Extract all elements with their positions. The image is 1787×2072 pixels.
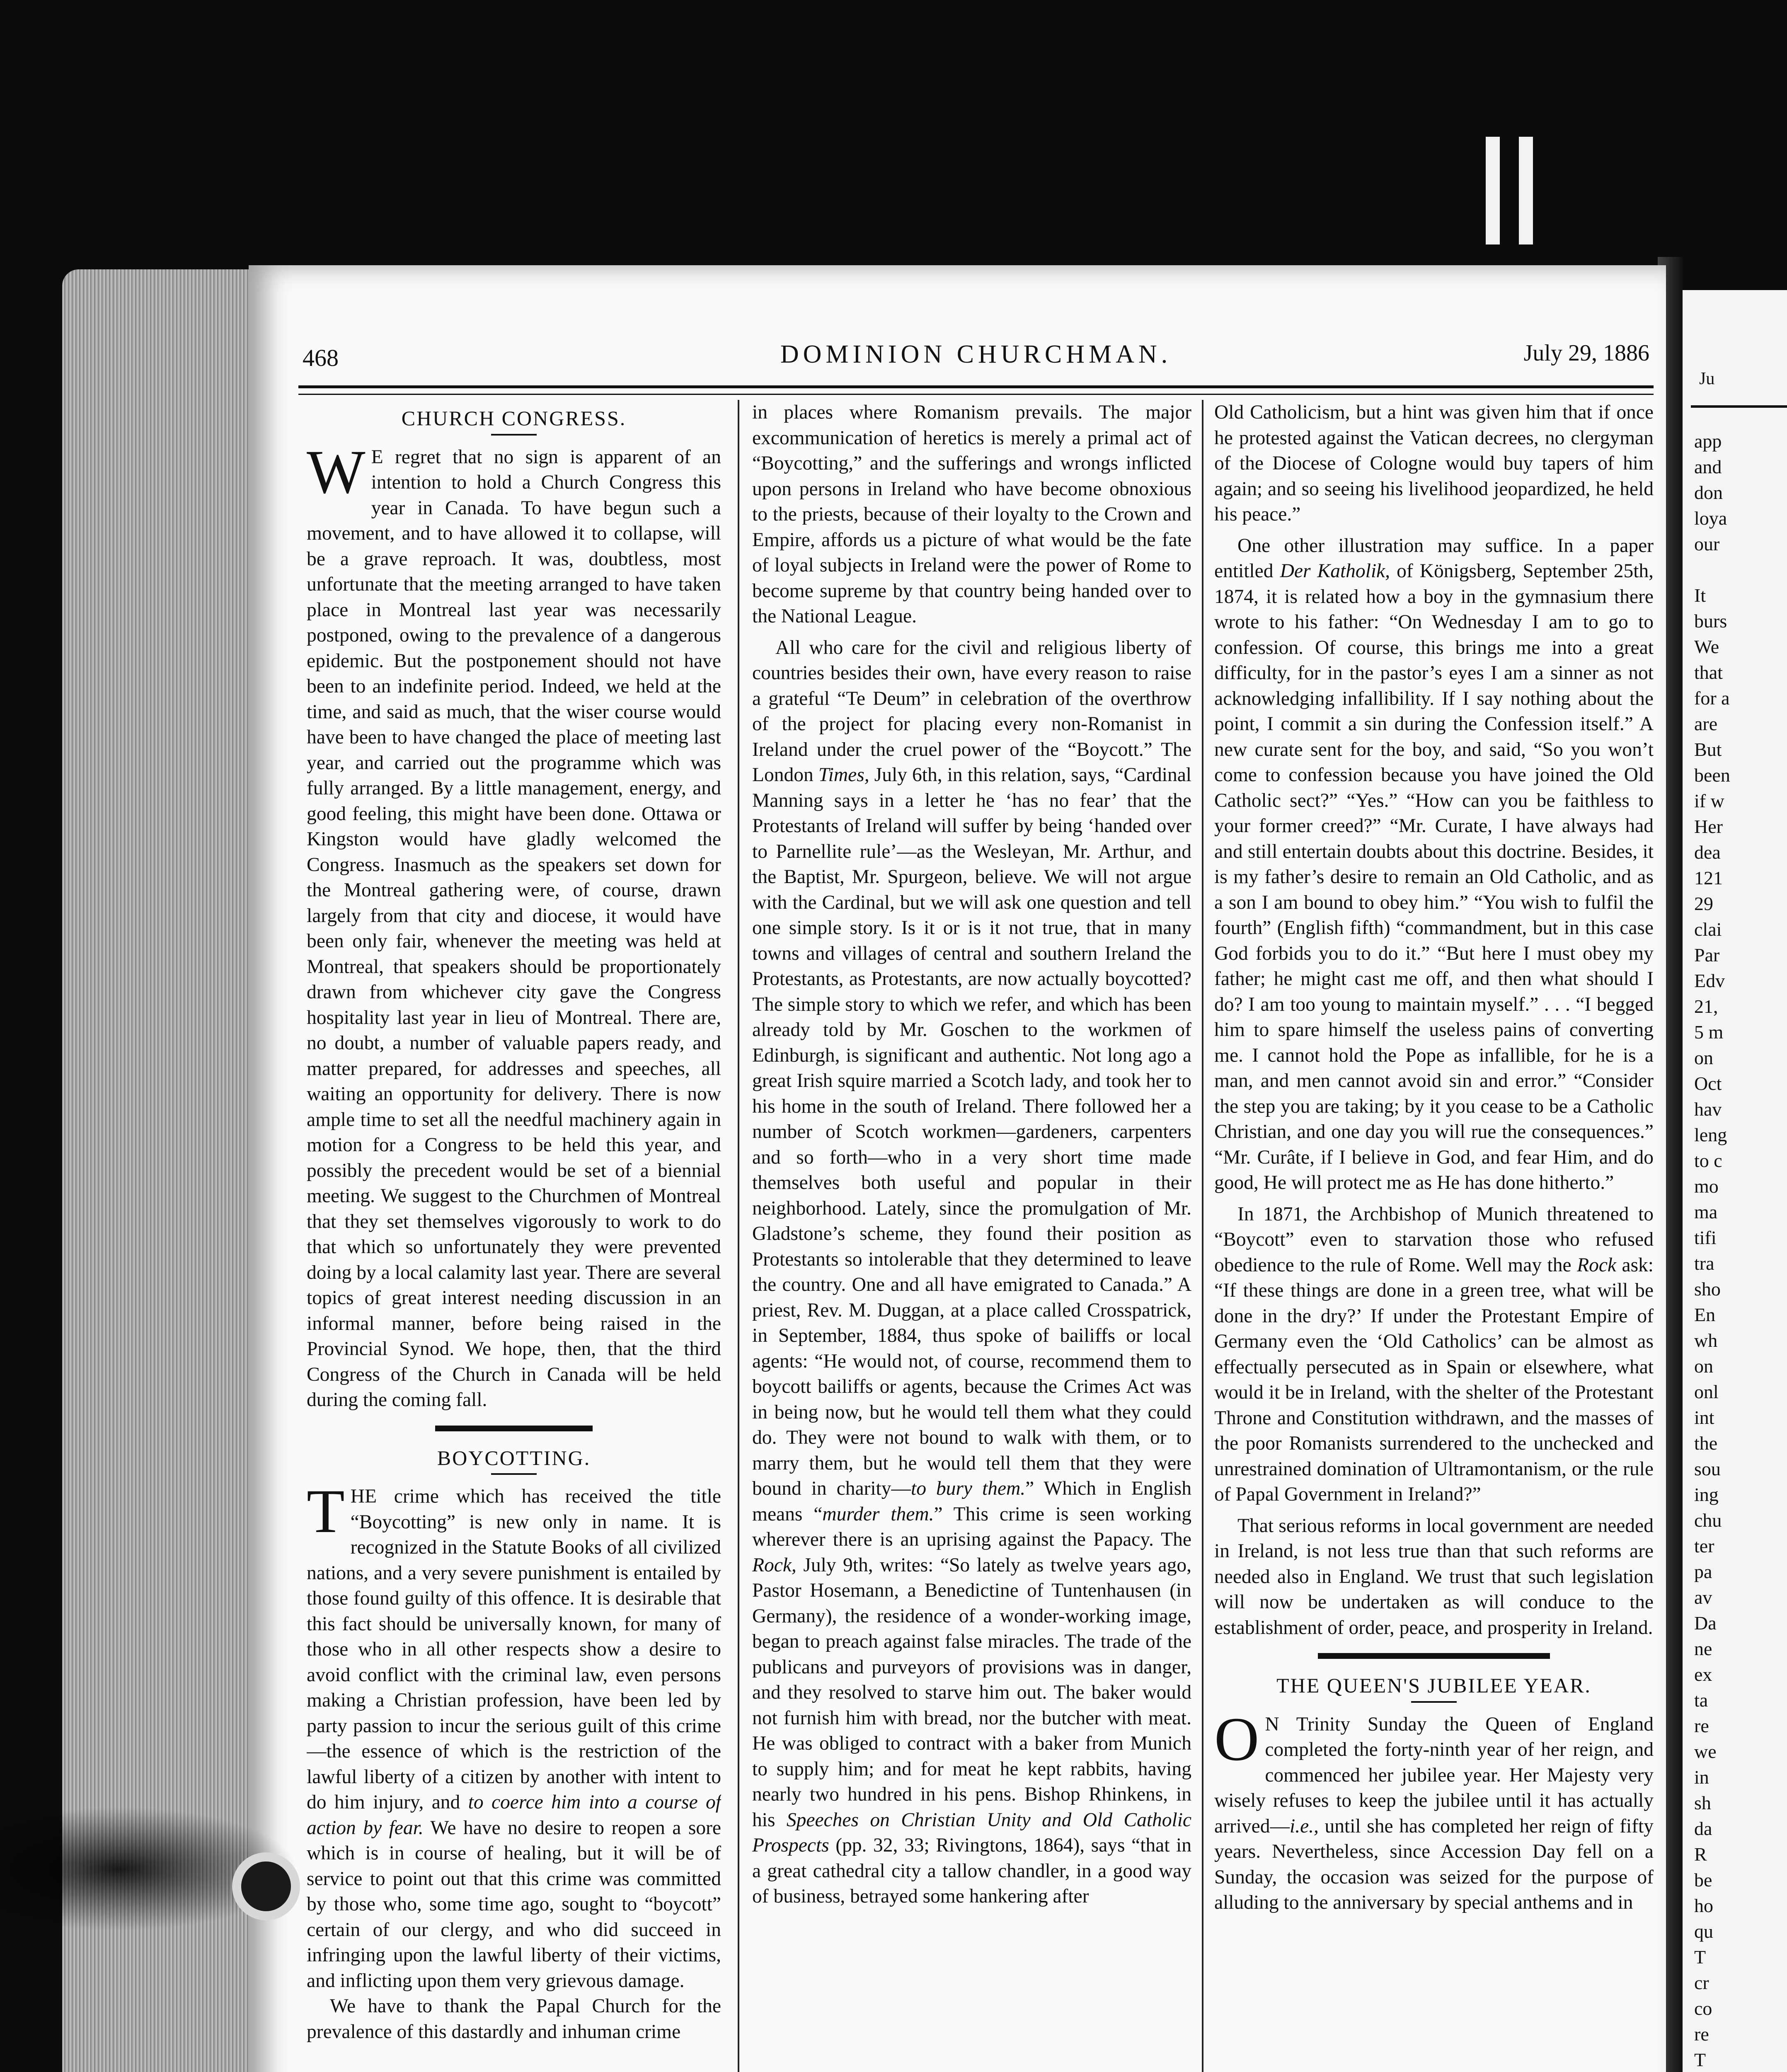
column-1 [307, 400, 721, 2072]
article-paragraph: in places where Romanism prevails. The major excommunication of heretics is merely a primal act of “Boycotting,” and the sufferings and wrongs inflicted upon persons in Ireland who have become obnoxious to the priests, because of their loyalty to the Crown and Empire, affords us a picture of what would be the fate of loyal subjects in Ireland were the power of Rome to become supreme by that country being handed over to the National League. [752, 402, 1191, 627]
facing-page-lines [1683, 428, 1787, 2072]
article-paragraph [1214, 533, 1654, 1196]
facing-page-line: tra [1694, 1253, 1714, 1274]
facing-page-line: are [1694, 713, 1718, 734]
column-3 [1214, 400, 1654, 2072]
paragraph-text: All who care for the civil and religious liberty of countries besides their own, have every reason to raise a grateful “Te Deum” in celebration of the overthrow of the project for placing every non-Romanist in Ireland under the cruel power of the “Boycott.” The London [752, 637, 1191, 786]
article-heading-jubilee: THE QUEEN'S JUBILEE YEAR. [1276, 1674, 1591, 1697]
facing-page-line: 121 [1694, 867, 1723, 888]
paragraph-text: July 6th, in this relation, says, “Cardinal Manning says in a letter he ‘has no fear’ that the Protestants of Ireland will suffer by being ‘handed over to Parnellite rule’—as the Wesleyan, Mr. Arthur, and the Baptist, Mr. Spurgeon, believe. We will not argue with the Cardinal, but we will ask one question and tell one simple story. Is it or is it not true, that in many towns and villages of central and southern Ireland the Protestants, as Protestants, are now actually boycotted? The simple story to which we refer, and which has been already told by Mr. Goschen to the workmen of Edinburgh, is significant and authentic. Not long ago a great Irish squire married a Scotch lady, and took her to his home in the south of Ireland. There followed her a number of Scotch workmen—gardeners, carpenters and so forth—who in a very short time made themselves both useful and popular in their neighborhood. Lately, since the promulgation of Mr. Gladstone’s scheme, they found their position as Protestants so intolerable that they determined to leave the country. One and all have emigrated to Canada.” A priest, Rev. M. Duggan, at a place called Crosspatrick, in September, 1884, thus spoke of bailiffs or local agents: “He would not, of course, recommend them to boycott bailiffs or agents, because the Crimes Act was in being now, but he would tell them what they could do. They were not bound to walk with them, or to marry them, but he would tell them that they were bound in charity— [752, 764, 1191, 1499]
facing-page-line: sh [1694, 1792, 1711, 1813]
facing-page-line: Oct [1694, 1073, 1722, 1094]
article-heading-boycotting: BOYCOTTING. [437, 1446, 591, 1469]
facing-page-line: sou [1694, 1458, 1721, 1479]
article-paragraph: We have to thank the Papal Church for the prevalence of this dastardly and inhuman crime [307, 1995, 721, 2043]
paragraph-text: We have no desire to reopen a sore which is in course of healing, but it will be of service to point out that this crime was committed by those who, some time ago, sought to “boycott” certain of our clergy, and who did succeed in infringing upon the lawful liberty of their victims, and inflicting upon them very grievous damage. [307, 1817, 721, 1992]
facing-page-line: our [1694, 533, 1720, 554]
facing-page-line: qu [1694, 1921, 1713, 1942]
facing-page-line: on [1694, 1356, 1713, 1377]
paragraph-text: N Trinity Sunday the Queen of England completed the forty-ninth year of her reign, and commenced her jubilee year. Her Majesty very wisely refuses to keep the jubilee until it has actually arrived— [1214, 1713, 1654, 1837]
header-rule-thin [298, 394, 1654, 395]
facing-page-line: loya [1694, 508, 1727, 529]
article-heading-church-congress: CHURCH CONGRESS. [401, 407, 627, 430]
facing-page-line: da [1694, 1818, 1712, 1839]
italic-text: Times, [818, 764, 869, 786]
facing-page-line: 5 m [1694, 1021, 1724, 1043]
article-paragraph: Old Catholicism, but a hint was given him that if once he protested against the Vatican decrees, no clergyman of the Diocese of Cologne would buy tapers of him again; and so seeing his livelihood jeopardized, he held his peace.” [1214, 402, 1654, 525]
heading-rule [491, 1473, 537, 1475]
registration-mark-top-left [1486, 137, 1500, 244]
header-rule [298, 385, 1654, 388]
facing-page-line: be [1694, 1869, 1712, 1890]
page-number: 468 [303, 344, 339, 371]
facing-page-line: ho [1694, 1895, 1713, 1916]
italic-text: to coerce him into a course of action by fear. [307, 1791, 721, 1839]
facing-page-line: app [1694, 431, 1722, 452]
facing-page-line: ma [1694, 1201, 1718, 1222]
column-divider [1202, 400, 1203, 2072]
facing-page-line: leng [1694, 1124, 1727, 1145]
facing-page-line: T [1694, 2049, 1706, 2070]
facing-page-line: for a [1694, 687, 1730, 709]
facing-page [1683, 290, 1787, 2072]
italic-text: murder them. [822, 1503, 934, 1525]
facing-page-line: to c [1694, 1150, 1722, 1171]
facing-page-line: that [1694, 662, 1723, 683]
paragraph-text: (pp. 32, 33; Rivingtons, 1864), says “that in a great cathedral city a tallow chandler, in a good way of business, betrayed some hankering after [752, 1835, 1191, 1907]
facing-page-line: ne [1694, 1638, 1712, 1659]
facing-page-line: onl [1694, 1381, 1719, 1402]
facing-page-line: But [1694, 739, 1722, 760]
facing-page-line: ex [1694, 1664, 1712, 1685]
article-paragraph [307, 437, 721, 1413]
facing-page-line: in [1694, 1767, 1709, 1788]
article-paragraph [1214, 1704, 1654, 1916]
italic-text: Rock [1577, 1254, 1616, 1276]
facing-page-line: We [1694, 636, 1719, 657]
italic-text: Rock, [752, 1554, 797, 1576]
drop-cap: O [1214, 1704, 1259, 1774]
facing-page-line: cr [1694, 1972, 1709, 1993]
facing-page-line: ing [1694, 1484, 1719, 1505]
article-paragraph: That serious reforms in local government are needed in Ireland, is not less true than that such reforms are needed also in England. We trust that such legislation will now be undertaken as will conduce to the establishment of order, peace, and prosperity in Ireland. [1214, 1515, 1654, 1639]
facing-page-line: tifi [1694, 1227, 1717, 1248]
facing-page-line: Edv [1694, 970, 1725, 991]
facing-page-line: dea [1694, 842, 1721, 863]
paragraph-text: July 9th, writes: “So lately as twelve years ago, Pastor Hosemann, a Benedictine of Tuntenhausen (in Germany), the residence of a wonder-working image, began to preach against false miracles. The trade of the publicans and purveyors of provisions was in danger, and they resolved to starve him out. The baker would not furnish him with bread, nor the butcher with meat. He was obliged to contract with a baker from Munich to supply him; and for meat he kept rabbits, having nearly two hundred in his pens. Bishop Rhinkens, in his [752, 1554, 1191, 1831]
facing-page-line: ter [1694, 1535, 1714, 1556]
facing-page-line: hav [1694, 1099, 1722, 1120]
facing-page-rule [1691, 405, 1787, 408]
column-2 [752, 400, 1191, 2072]
facing-page-line [1683, 557, 1787, 583]
heading-rule [491, 434, 537, 436]
journal-title: DOMINION CHURCHMAN. [780, 340, 1172, 368]
paragraph-text: ask: “If these things are done in a green tree, what will be done in the dry?’ If under the Protestant Empire of Germany even the ‘Old Catholics’ can be almost as effectually persecuted as in Spain or elsewhere, what would it be in Ireland, with the shelter of the Protestant Throne and Constitution withdrawn, and the masses of the poor Romanists surrendered to the unchecked and unrestrained domination of Ultramontanism, or the rule of Papal Government in Ireland?” [1214, 1254, 1654, 1505]
facing-page-line: Her [1694, 816, 1723, 837]
paragraph-text: of Königsberg, September 25th, 1874, it is related how a boy in the gymnasium there wrote to his father: “On Wednesday I am to go to confession. Of course, this brings me into a great difficulty, for in the pastor’s eyes I am a sinner as not acknowledging infallibility. If I say nothing about the point, I commit a sin during the Confession itself.” A new curate sent for the boy, and said, “So you won’t come to confession because you have joined the Old Catholic sect?” “Yes.” “How can you be faithless to your former creed?” “Mr. Curate, I have always had and still entertain doubts about this doctrine. Besides, it is my father’s desire to remain an Old Catholic, and as a son I am bound to obey him.” “You wish to fulfil the fourth” (English fifth) “commandment, but in this case God forbids you to do it.” “But here I must obey my father; he might cast me off, and then what should I do? I am too young to maintain myself.” . . . “I begged him to spare himself the useless pains of converting me. I cannot hold the Pope as infallible, for he is a man, and men cannot avoid sin and error.” “Consider the step you are taking; by it you cease to be a Catholic Christian, and one day you will rue the consequences.” “Mr. Curâte, if I believe in God, and fear Him, and do good, He will protect me as He has done hitherto.” [1214, 560, 1654, 1193]
facing-page-line: clai [1694, 919, 1722, 940]
paragraph-text: In 1871, the Archbishop of Munich threatened to “Boycott” even to starvation those who refused obedience to the rule of Rome. Well may the [1214, 1203, 1654, 1276]
paragraph-text: E regret that no sign is apparent of an intention to hold a Church Congress this year in Canada. To have begun such a movement, and to have allowed it to collapse, will be a grave reproach. It was, doubtless, most unfortunate that the meeting arranged to have taken place in Montreal last year was necessarily postponed, owing to the prevalence of a dangerous epidemic. But the postponement should not have been to an indefinite period. Indeed, we held at the time, and said as much, that the wiser course would have been to have changed the place of meeting last year, and carried out the programme which was fully arranged. By a little management, energy, and good feeling, this might have been done. Ottawa or Kingston would have gladly welcomed the Congress. Inasmuch as the speakers set down for the Montreal gathering were, of course, drawn largely from that city and diocese, it would have been only fair, whenever the meeting was held at Montreal, that speakers should be proportionately drawn from whichever city gave the Congress hospitality last year in lieu of Montreal. There are, no doubt, a number of valuable papers ready, and matter prepared, for addresses and speeches, all waiting an opportunity for delivery. There is now ample time to set all the needful machinery again in motion for a Congress to be held this year, and possibly the precedent would be set of a biennial meeting. We suggest to the Churchmen of Montreal that they set themselves vigorously to work to do that which so unfortunately they were prevented doing by a local calamity last year. There are several topics of great interest needing discussion in an informal manner, before being raised in the Provincial Synod. We hope, then, that the third Congress of the Church in Canada will be held during the coming fall. [307, 446, 721, 1411]
facing-page-line: the [1694, 1433, 1718, 1454]
facing-page-line: co [1694, 1998, 1712, 2019]
article-paragraph [752, 635, 1191, 1910]
facing-page-line: Par [1694, 944, 1720, 966]
facing-page-line: re [1694, 1715, 1709, 1736]
facing-page-line: T [1694, 1946, 1706, 1968]
facing-page-line: been [1694, 765, 1730, 786]
italic-text: to bury them. [911, 1478, 1026, 1499]
facing-page-line: int [1694, 1407, 1714, 1428]
heading-rule [1411, 1701, 1457, 1703]
paragraph-text: ” This crime is seen working wherever there is an uprising against the Papacy. The [752, 1503, 1191, 1550]
facing-page-line: wh [1694, 1330, 1718, 1351]
page-clip-ring [232, 1852, 300, 1920]
drop-cap: W [307, 437, 366, 506]
facing-page-line: ta [1694, 1690, 1708, 1711]
facing-page-line: 29 [1694, 893, 1713, 914]
page-header [303, 340, 1649, 377]
registration-mark-top-right [1519, 137, 1533, 244]
paragraph-text: until she has completed her reign of fifty years. Nevertheless, since Accession Day fell on a Sunday, the occasion was seized for the purpose of alluding to the anniversary by special anthems and in [1214, 1815, 1654, 1913]
facing-page-header: Ju [1699, 369, 1715, 388]
facing-page-line: R [1694, 1844, 1707, 1865]
column-divider [738, 400, 739, 2072]
article-separator [435, 1426, 593, 1431]
journal-page [249, 265, 1666, 2072]
drop-cap: T [307, 1477, 345, 1546]
facing-page-line: 21, [1694, 996, 1718, 1017]
paragraph-text: HE crime which has received the title “Boycotting” is new only in name. It is recognized in the Statute Books of all civilized nations, and a very severe punishment is entailed by those found guilty of this offence. It is desirable that this fact should be universally known, for many of those who in all other respects show a desire to avoid conflict with the criminal law, even persons making a Christian profession, have been led by party passion to incur the serious guilt of this crime—the essence of which is the restriction of the lawful liberty of a citizen by another with intent to do him injury, and [307, 1486, 721, 1813]
facing-page-line: don [1694, 482, 1723, 503]
facing-page-line: chu [1694, 1510, 1722, 1531]
facing-page-line: sho [1694, 1278, 1721, 1300]
italic-text: i.e., [1290, 1815, 1319, 1837]
article-paragraph [1214, 1202, 1654, 1508]
facing-page-line: burs [1694, 610, 1727, 632]
paragraph-text: One other illustration may suffice. In a paper entitled [1214, 535, 1654, 582]
facing-page-line: Da [1694, 1612, 1717, 1634]
italic-text: Speeches on Christian Unity and Old Catholic Prospects [752, 1809, 1191, 1856]
facing-page-line: and [1694, 456, 1722, 477]
facing-page-line: if w [1694, 790, 1724, 811]
facing-page-line: on [1694, 1047, 1713, 1068]
article-separator [1318, 1653, 1550, 1659]
paragraph-text: ” Which in English means “ [752, 1478, 1191, 1525]
facing-page-line: It [1694, 585, 1706, 606]
facing-page-line: re [1694, 2024, 1709, 2045]
issue-date: July 29, 1886 [1523, 340, 1649, 366]
facing-page-line: pa [1694, 1561, 1712, 1582]
facing-page-line: av [1694, 1587, 1712, 1608]
facing-page-line: En [1694, 1304, 1716, 1325]
facing-page-line: we [1694, 1741, 1717, 1762]
italic-text: Der Katholik, [1280, 560, 1390, 582]
facing-page-line: mo [1694, 1176, 1719, 1197]
article-paragraph [307, 1477, 721, 1994]
